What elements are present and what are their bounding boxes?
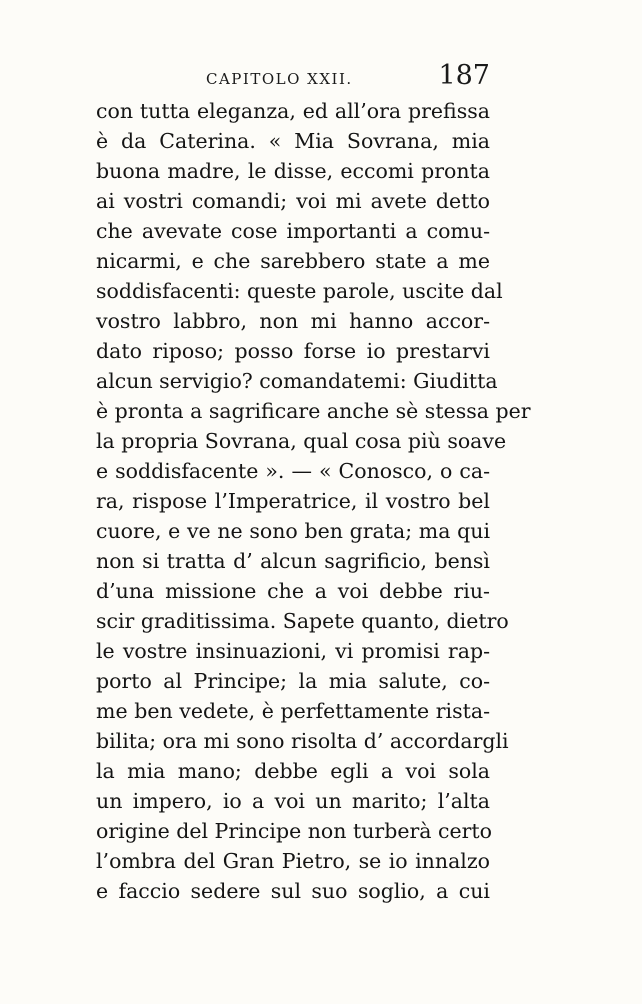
running-head: CAPITOLO XXII. [206,70,353,88]
text-line: d’una missione che a voi debbe riu- [96,579,490,603]
text-line: l’ombra del Gran Pietro, se io innalzo [96,849,490,873]
text-line: un impero, io a voi un marito; l’alta [96,789,490,813]
text-line: non si tratta d’ alcun sagrificio, bensì [96,549,490,573]
text-line: è pronta a sagrificare anche sè stessa per [96,399,531,423]
text-line: nicarmi, e che sarebbero state a me [96,249,490,273]
text-line: buona madre, le disse, eccomi pronta [96,159,490,183]
text-line: ra, rispose l’Imperatrice, il vostro bel [96,489,490,513]
text-line: e soddisfacente ». — « Conosco, o ca- [96,459,490,483]
text-line: alcun servigio? comandatemi: Giuditta [96,369,498,393]
text-line: le vostre insinuazioni, vi promisi rap- [96,639,490,663]
text-line: origine del Principe non turberà certo [96,819,493,843]
text-line: soddisfacenti: queste parole, uscite dal [96,279,503,303]
text-line: ai vostri comandi; voi mi avete detto [96,189,490,213]
text-line: la propria Sovrana, qual cosa più soave [96,429,507,453]
text-line: cuore, e ve ne sono ben grata; ma qui [96,519,490,543]
text-line: scir graditissima. Sapete quanto, dietro [96,609,509,633]
text-line: che avevate cose importanti a comu- [96,219,490,243]
page-header [96,60,490,96]
text-line: e faccio sedere sul suo soglio, a cui [96,879,490,903]
text-line: è da Caterina. « Mia Sovrana, mia [96,129,490,153]
text-line: me ben vedete, è perfettamente rista- [96,699,490,723]
text-line: bilita; ora mi sono risolta d’ accordargli [96,729,509,753]
text-line: vostro labbro, non mi hanno accor- [96,309,490,333]
text-line: dato riposo; posso forse io prestarvi [96,339,490,363]
body-text [96,96,531,906]
text-line: porto al Principe; la mia salute, co- [96,669,490,693]
text-line: con tutta eleganza, ed all’ora prefissa [96,99,490,123]
page-number: 187 [438,60,490,91]
text-line: la mia mano; debbe egli a voi sola [96,759,490,783]
